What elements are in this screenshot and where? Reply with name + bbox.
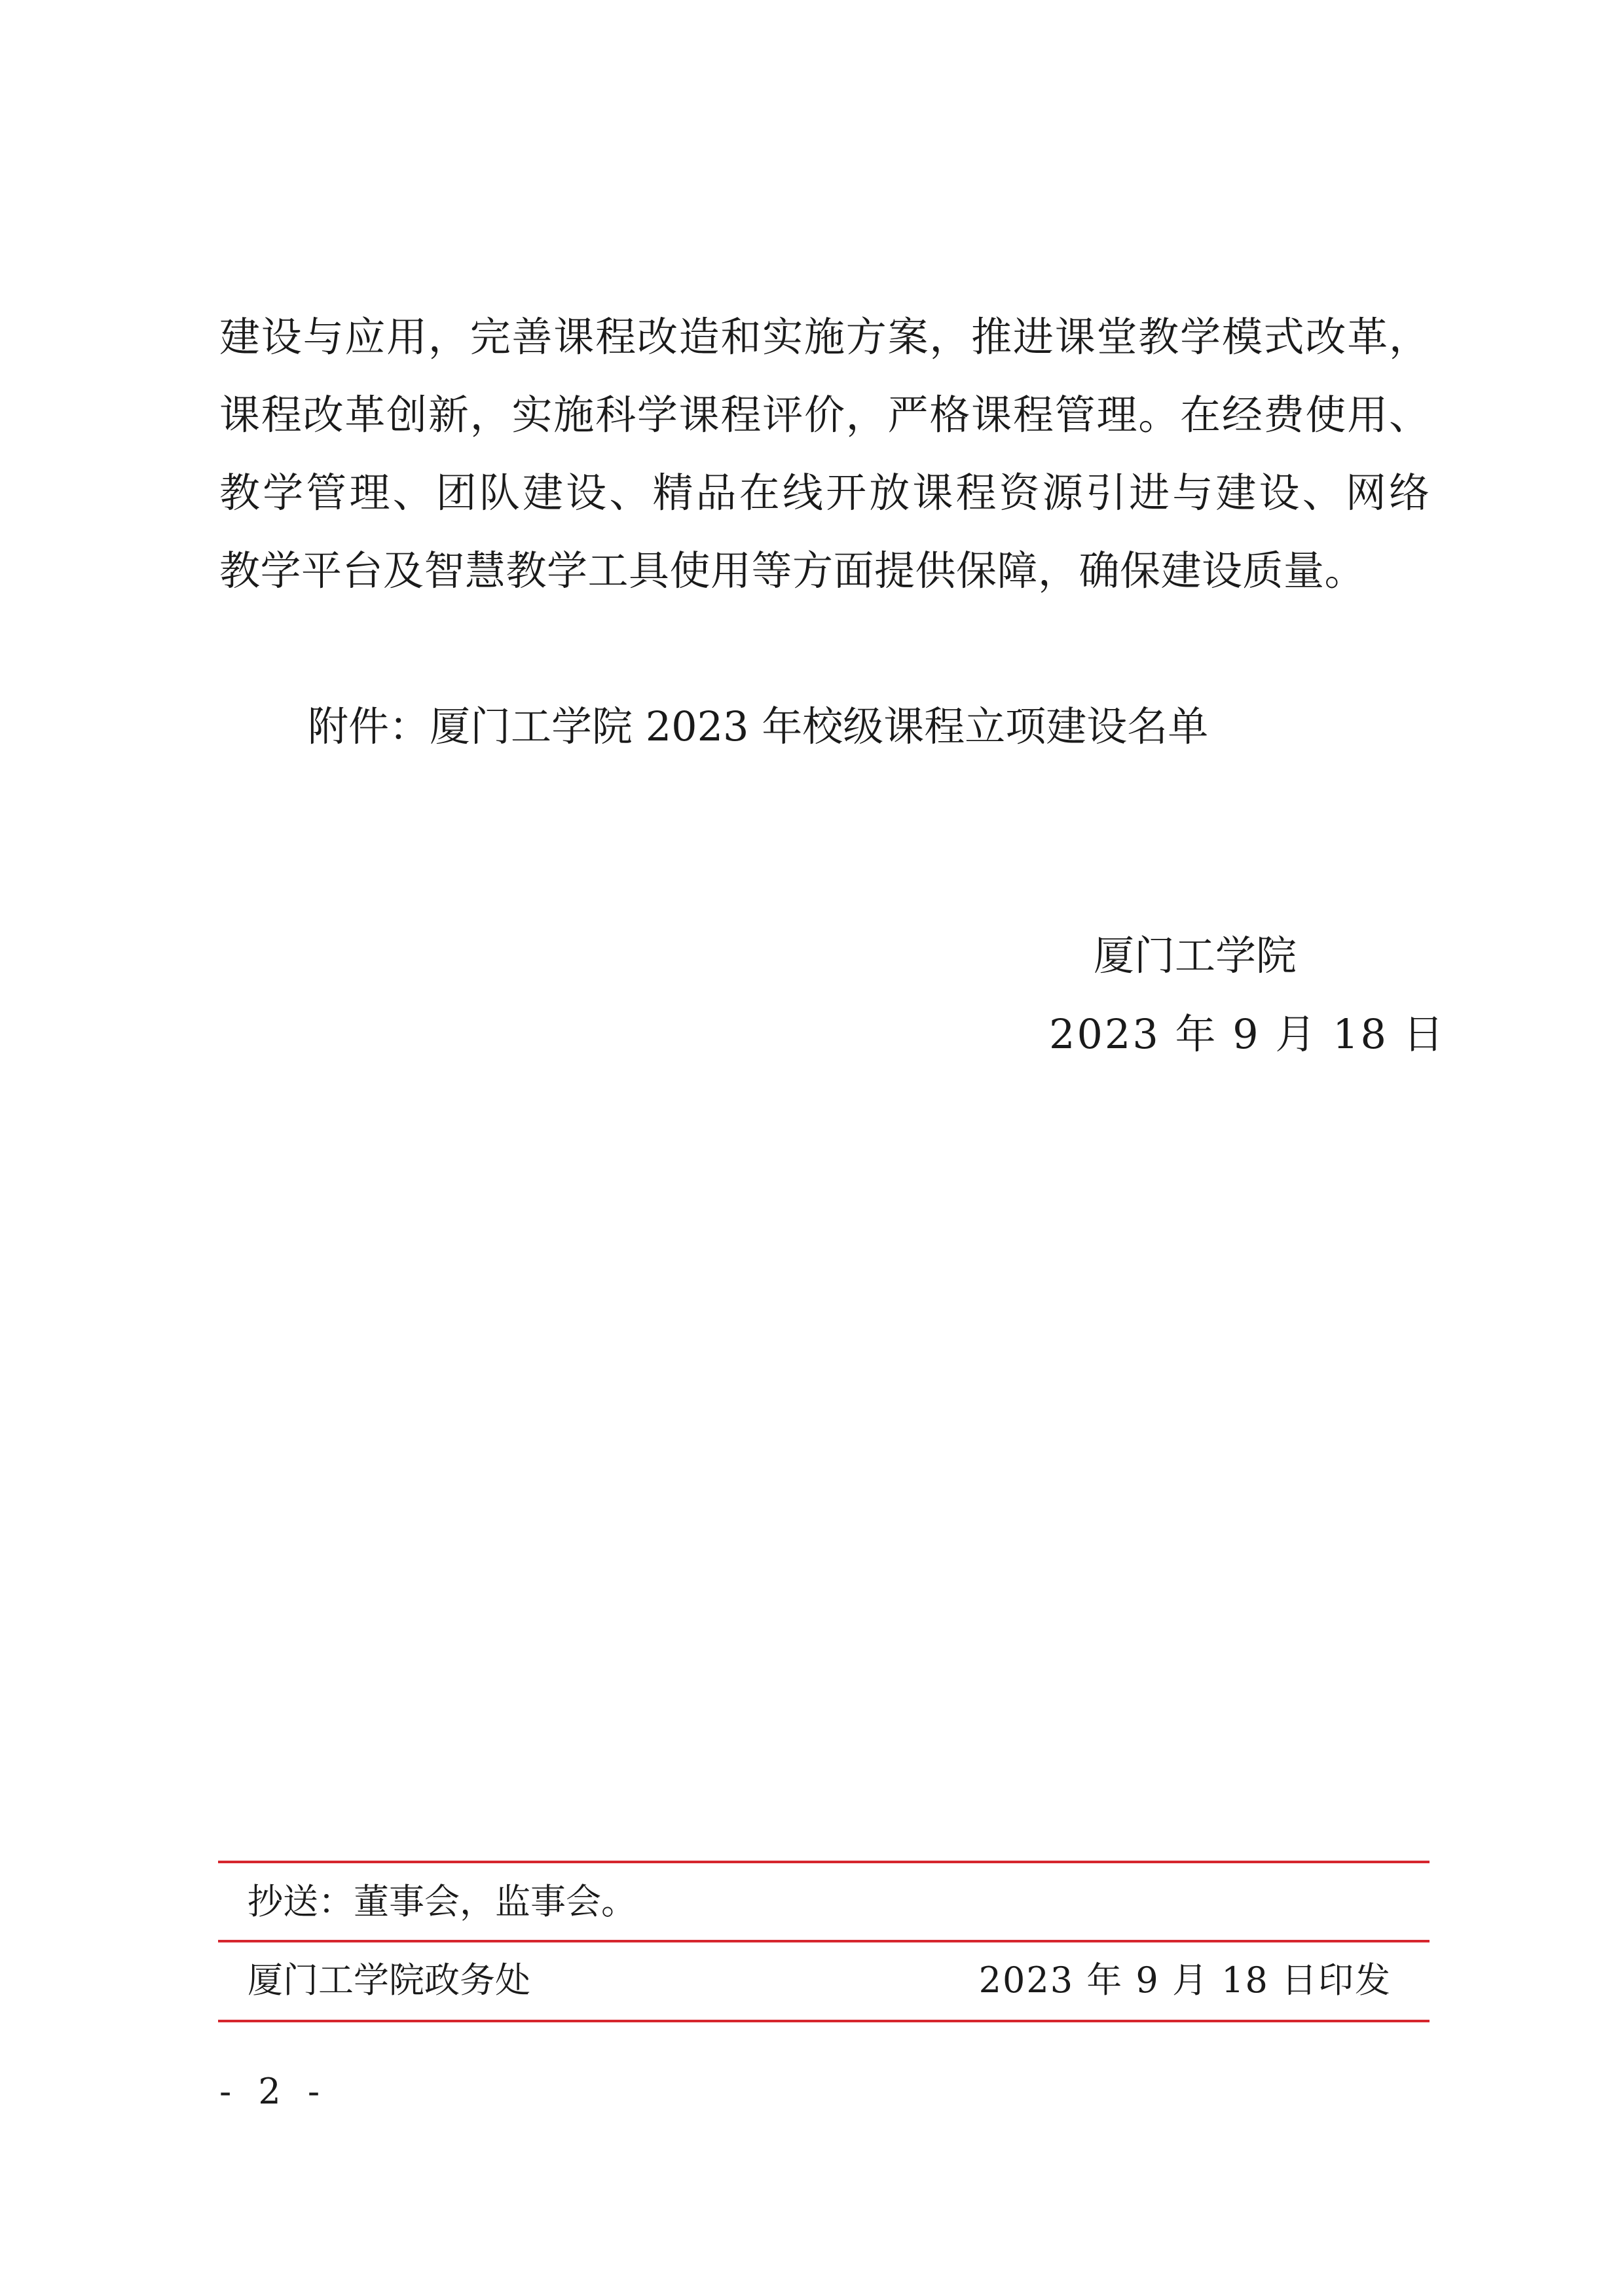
- attachment-note: 附件：厦门工学院 2023 年校级课程立项建设名单: [308, 702, 1209, 750]
- body-line-3: 教学管理、团队建设、精品在线开放课程资源引进与建设、网络: [219, 469, 1430, 517]
- body-paragraph: [219, 298, 1430, 610]
- signature-organization: 厦门工学院: [1094, 932, 1297, 979]
- issuer: 厦门工学院政务处: [248, 1959, 530, 2001]
- body-line-2: 课程改革创新，实施科学课程评价，严格课程管理。在经费使用、: [219, 391, 1430, 439]
- body-line-4: 教学平台及智慧教学工具使用等方面提供保障，确保建设质量。: [219, 547, 1366, 594]
- page-number: - 2 -: [219, 2071, 328, 2112]
- cc-line: [248, 1872, 637, 1931]
- cc-recipients: 董事会，监事会。: [354, 1881, 637, 1922]
- cc-label: 抄送：: [248, 1881, 354, 1922]
- footer-rule-top: [218, 1861, 1430, 1863]
- signature-date: 2023 年 9 月 18 日: [1049, 1010, 1446, 1058]
- issue-date: 2023 年 9 月 18 日印发: [978, 1959, 1392, 2001]
- footer-rule-bottom: [218, 2020, 1430, 2022]
- signature-block: [1049, 917, 1446, 1074]
- footer-rule-middle: [218, 1940, 1430, 1942]
- body-line-1: 建设与应用，完善课程改造和实施方案，推进课堂教学模式改革，: [219, 313, 1430, 361]
